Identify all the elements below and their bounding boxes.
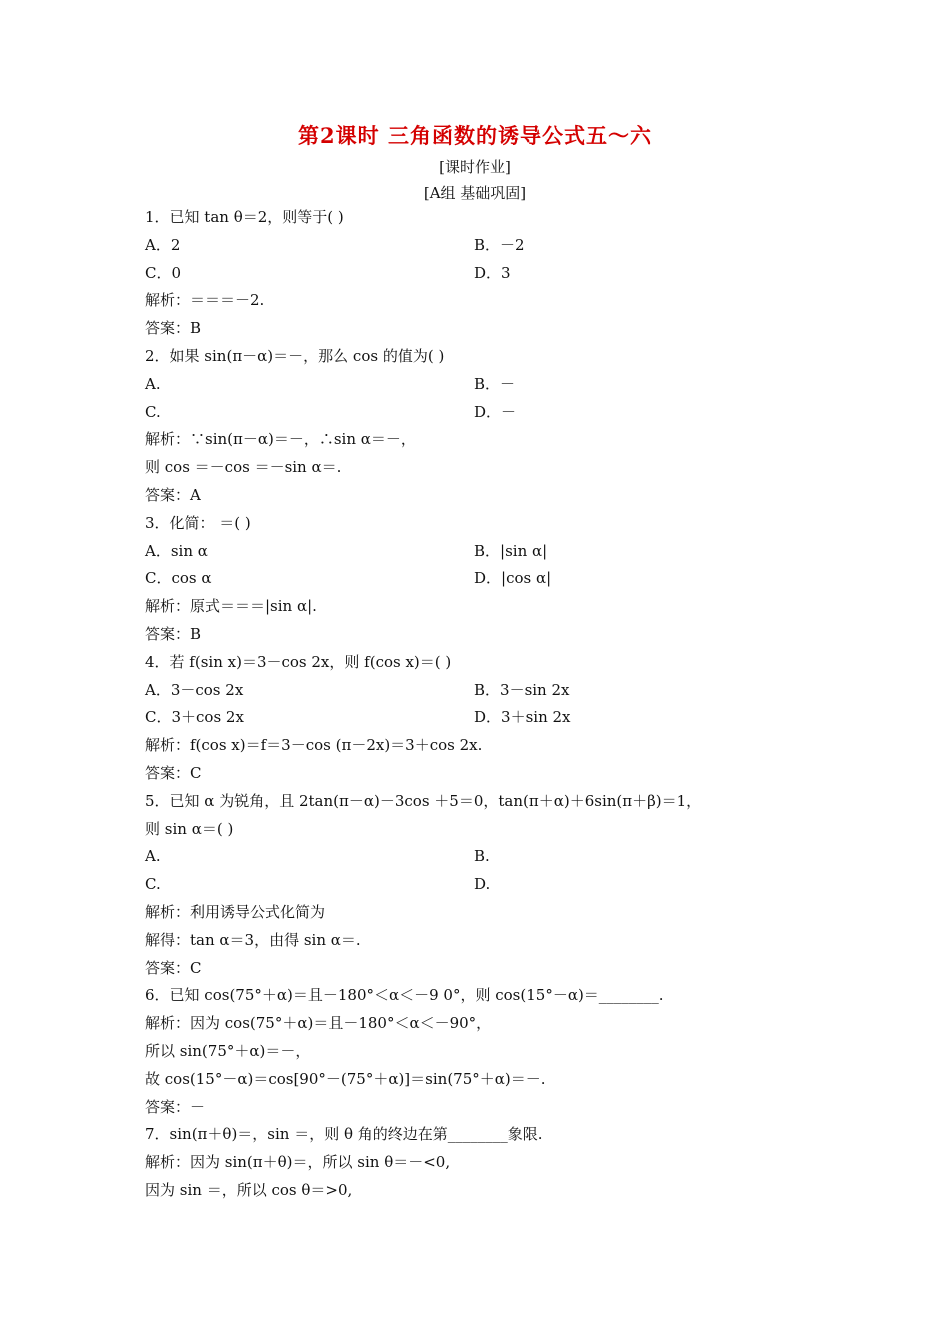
text-line: 所以 sin(75°＋α)＝－，: [145, 1042, 311, 1060]
text-line: 解析：∵sin(π－α)＝－，∴sin α＝－，: [145, 430, 416, 448]
text-line: 2．如果 sin(π－α)＝－，那么 cos 的值为( ): [145, 347, 445, 365]
text-line: 3．化简： ＝( ): [145, 514, 251, 532]
text-line: 则 cos ＝－cos ＝－sin α＝.: [145, 458, 342, 476]
text-line: 故 cos(15°－α)＝cos[90°－(75°＋α)]＝sin(75°＋α)＝－.: [145, 1070, 546, 1088]
text-line: 答案：C: [145, 764, 202, 782]
text-line: 6．已知 cos(75°＋α)＝且－180°＜α＜－9 0°，则 cos(15°－α)＝________.: [145, 986, 664, 1004]
text-line: 4．若 f(sin x)＝3－cos 2x，则 f(cos x)＝( ): [145, 653, 452, 671]
text-line: 解析：因为 sin(π＋θ)＝，所以 sin θ＝－<0,: [145, 1153, 451, 1171]
option-right: D.: [474, 875, 491, 893]
option-left: C．0: [145, 264, 182, 282]
option-left: A．3－cos 2x: [145, 681, 244, 699]
option-right: D．3: [474, 264, 511, 282]
subtitle-homework: [课时作业]: [439, 158, 511, 176]
subtitle-group-a: [A组 基础巩固]: [423, 184, 527, 202]
text-line: 则 sin α＝( ): [145, 820, 234, 838]
option-left: C.: [145, 403, 161, 421]
option-left: A.: [145, 375, 161, 393]
option-left: C．3＋cos 2x: [145, 708, 244, 726]
option-left: C.: [145, 875, 161, 893]
option-right: B．|sin α|: [474, 542, 548, 560]
text-line: 1．已知 tan θ＝2，则等于( ): [145, 208, 344, 226]
text-line: 答案：B: [145, 319, 202, 337]
option-right: B．－2: [474, 236, 525, 254]
text-line: 5．已知 α 为锐角，且 2tan(π－α)－3cos ＋5＝0，tan(π＋α)＋6sin(π＋β)＝1，: [145, 792, 702, 810]
text-line: 答案：A: [145, 486, 201, 504]
option-right: D．|cos α|: [474, 569, 552, 587]
option-right: B.: [474, 847, 490, 865]
text-line: 解析：原式＝＝＝|sin α|.: [145, 597, 317, 615]
option-right: D．－: [474, 403, 517, 421]
lesson-title: 第2课时 三角函数的诱导公式五～六: [298, 123, 652, 148]
option-right: B．3－sin 2x: [474, 681, 570, 699]
text-line: 解析：利用诱导公式化简为: [145, 903, 326, 921]
text-line: 答案：C: [145, 959, 202, 977]
text-line: 解析：因为 cos(75°＋α)＝且－180°＜α＜－90°，: [145, 1014, 492, 1032]
option-left: C．cos α: [145, 569, 212, 587]
text-line: 答案：－: [145, 1098, 206, 1116]
option-left: A．sin α: [145, 542, 208, 560]
text-line: 解析：f(cos x)＝f＝3－cos (π－2x)＝3＋cos 2x.: [145, 736, 483, 754]
option-left: A.: [145, 847, 161, 865]
text-line: 解析：＝＝＝－2.: [145, 291, 265, 309]
text-line: 答案：B: [145, 625, 202, 643]
text-line: 因为 sin ＝，所以 cos θ＝>0,: [145, 1181, 353, 1199]
option-right: B．－: [474, 375, 516, 393]
text-line: 7．sin(π＋θ)＝，sin ＝，则 θ 角的终边在第________象限.: [145, 1125, 543, 1143]
option-right: D．3＋sin 2x: [474, 708, 571, 726]
option-left: A．2: [145, 236, 181, 254]
text-line: 解得：tan α＝3，由得 sin α＝.: [145, 931, 361, 949]
